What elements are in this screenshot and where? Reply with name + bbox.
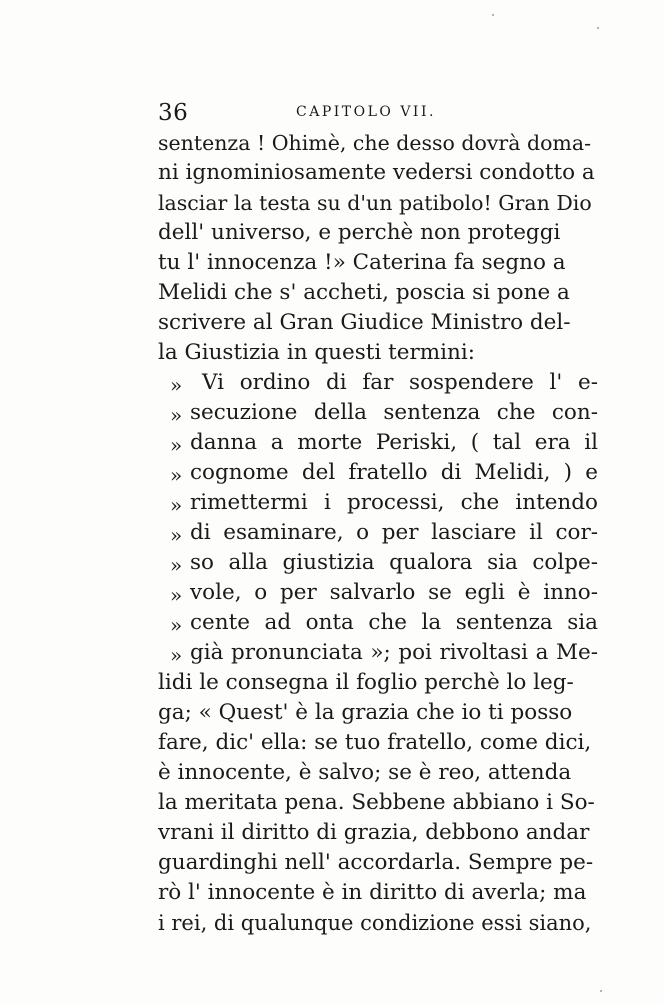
quote-mark: » xyxy=(170,403,183,427)
text-line: fare, dic' ella: se tuo fratello, come dici, xyxy=(158,730,592,755)
quote-mark: » xyxy=(170,583,183,607)
quoted-line: » di esaminare, o per lasciare il cor- xyxy=(158,518,598,548)
quote-mark: » xyxy=(170,463,183,487)
page-number: 36 xyxy=(158,100,189,126)
quote-mark: » xyxy=(170,643,183,667)
quoted-line: » danna a morte Periski, ( tal era il xyxy=(158,428,598,458)
paper-speck xyxy=(492,14,494,16)
quoted-line: » secuzione della sentenza che con- xyxy=(158,398,598,428)
quote-mark: » xyxy=(170,373,183,397)
quote-mark: » xyxy=(170,433,183,457)
page-header xyxy=(158,100,598,130)
text-line: tu l' innocenza !» Caterina fa segno a xyxy=(158,250,566,275)
quoted-line: » Vi ordino di far sospendere l' e- xyxy=(158,368,598,398)
paper-speck xyxy=(597,27,599,29)
quote-mark: » xyxy=(170,523,183,547)
text-line: la meritata pena. Sebbene abbiano i So- xyxy=(158,790,595,815)
text-line: guardinghi nell' accordarla. Sempre pe- xyxy=(158,850,594,875)
text-line: rò l' innocente è in diritto di averla; ma xyxy=(158,880,587,905)
text-line: Melidi che s' accheti, poscia si pone a xyxy=(158,280,570,305)
body-text xyxy=(158,128,598,938)
text-line: dell' universo, e perchè non proteggi xyxy=(158,220,561,245)
paper-speck xyxy=(600,990,602,992)
text-line: ni ignominiosamente vedersi condotto a xyxy=(158,160,595,185)
quoted-line: » cente ad onta che la sentenza sia xyxy=(158,608,598,638)
quote-mark: » xyxy=(170,493,183,517)
text-line: i rei, di qualunque condizione essi siano, xyxy=(158,911,592,935)
text-line: ga; « Quest' è la grazia che io ti posso xyxy=(158,700,573,725)
quoted-line: » cognome del fratello di Melidi, ) e xyxy=(158,458,598,488)
text-line: è innocente, è salvo; se è reo, attenda xyxy=(158,760,572,785)
text-line: scrivere al Gran Giudice Ministro del- xyxy=(158,310,571,335)
quoted-line: » già pronunciata »; poi rivoltasi a Me- xyxy=(158,638,598,668)
quote-mark: » xyxy=(170,553,183,577)
quoted-line: » so alla giustizia qualora sia colpe- xyxy=(158,548,598,578)
running-head: CAPITOLO VII. xyxy=(296,104,436,120)
text-line: lidi le consegna il foglio perchè lo leg- xyxy=(158,670,574,695)
text-line: vrani il diritto di grazia, debbono andar xyxy=(158,820,590,845)
quoted-line: » rimettermi i processi, che intendo xyxy=(158,488,598,518)
quoted-line: » vole, o per salvarlo se egli è inno- xyxy=(158,578,598,608)
text-line: lasciar la testa su d'un patibolo! Gran Dio xyxy=(158,191,592,215)
quote-mark: » xyxy=(170,613,183,637)
text-line: la Giustizia in questi termini: xyxy=(158,340,475,365)
text-line: sentenza ! Ohimè, che desso dovrà doma- xyxy=(158,131,592,155)
